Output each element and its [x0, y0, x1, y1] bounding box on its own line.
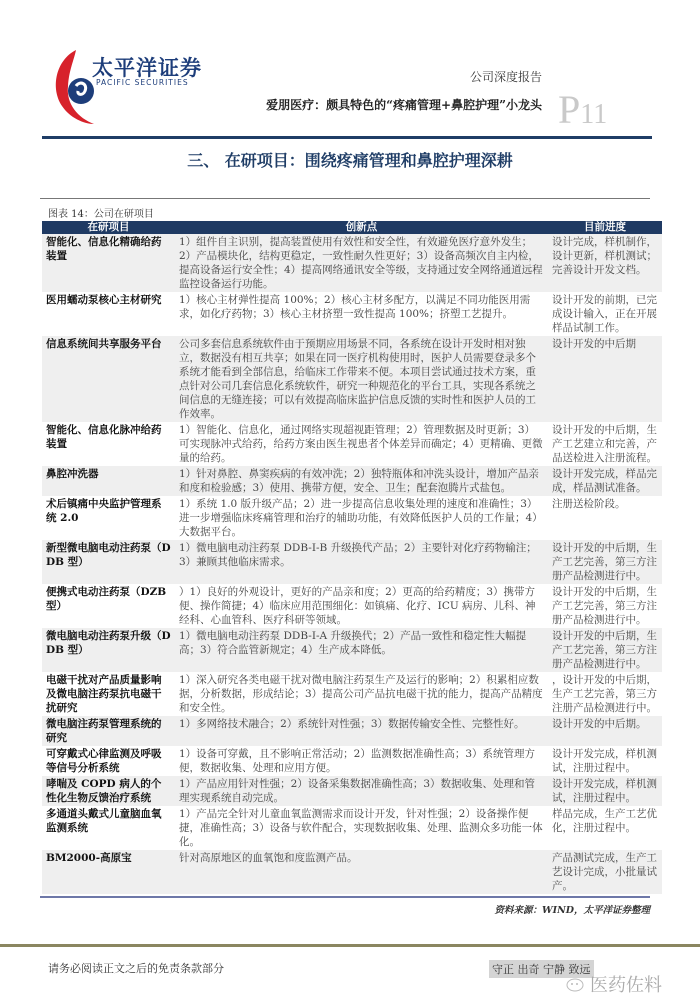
page-number: [558, 86, 607, 133]
table-row: [42, 234, 662, 292]
innovation-cell: 1）多网络技术融合；2）系统针对性强；3）数据传输安全性、完整性好。: [175, 716, 548, 746]
innovation-cell: 针对高原地区的血氧饱和度监测产品。: [175, 850, 548, 894]
projects-table: [42, 221, 662, 894]
project-cell: 新型微电脑电动注药泵（DDB 型）: [42, 540, 175, 584]
content-flow: [0, 221, 700, 996]
table-row: [42, 292, 662, 336]
progress-cell: 设计开发的中后期。: [548, 716, 662, 746]
progress-cell: 设计开发的中后期，生产工艺完善，第三方注册产品检测进行中。: [548, 628, 662, 672]
table-row: [42, 336, 662, 422]
progress-cell: 产品测试完成，生产工艺设计完成，小批量试产。: [548, 850, 662, 894]
motto: 守正 出奇 宁静 致远: [489, 960, 594, 978]
project-cell: 智能化、信息化脉冲给药装置: [46, 424, 162, 450]
project-cell: 电磁干扰对产品质量影响及微电脑注药泵抗电磁干扰研究: [46, 674, 162, 714]
report-type: 公司深度报告: [469, 70, 542, 84]
project-cell: BM2000-高原宝: [42, 850, 175, 894]
table-row: [42, 776, 662, 806]
progress-cell: 注册送检阶段。: [552, 498, 626, 510]
innovation-cell: 1）系统 1.0 版升级产品；2）进一步提高信息收集处理的速度和准确性；3）进一步增强临床疼痛管理和治疗的辅助功能，有效降低医护人员的工作量；4）大数据平台。: [179, 498, 543, 538]
logo-english-name: PACIFIC SECURITIES: [96, 78, 189, 87]
table-row: [42, 422, 662, 466]
innovation-cell: 1）智能化、信息化，通过网络实现超视距管理；2）管理数据及时更新；3）可实现脉冲式给药，给药方案由医生视患者个体差异而确定；4）更精确、更微量的给药。: [179, 424, 543, 464]
innovation-cell: 公司多套信息系统软件由于预期应用场景不同，各系统在设计开发时相对独立，数据没有相互共享；如果在同一医疗机构使用时，医护人员需要登录多个系统才能看到全部信息，给临床工作带来不便。本项目尝试通过技术方案，重点针对公司几套信息化系统软件，研究一种规范化的平台工具，实现各系统之间信息的无缝连接；可以有效提高临床监护信息反馈的实时性和医护人员的工作效率。: [175, 336, 548, 422]
table-bottom-rule: [40, 896, 650, 898]
page-number-value: 11: [580, 99, 608, 130]
table-row: [42, 806, 662, 850]
source-note: 资料来源：WIND，太平洋证券整理: [494, 905, 650, 916]
project-cell: 微电脑注药泵管理系统的研究: [42, 716, 175, 746]
innovation-cell: ）1）良好的外观设计，更好的产品亲和度；2）更高的给药精度；3）携带方便、操作简捷；4）临床应用范围细化：如镇痛、化疗、ICU 病房、儿科、神经科、心血管科、医疗科研等领域。: [179, 586, 536, 626]
column-header-progress: 目前进度: [548, 221, 662, 234]
table-row: [42, 466, 662, 496]
innovation-cell: 1）设备可穿戴，且不影响正常活动；2）监测数据准确性高；3）系统管理方便，数据收集、处理和应用方便。: [179, 748, 536, 774]
project-cell: 微电脑电动注药泵升级（DDB 型）: [42, 628, 175, 672]
innovation-cell: 1）组件自主识别，提高装置使用有效性和安全性，有效避免医疗意外发生；2）产品模块化，结构更稳定，一致性耐久性更好；3）设备高频次自主内检，提高设备运行安全性；4）提高网络通讯安全等级，支持通过安全网络通道远程监控设备运行功能。: [175, 234, 548, 292]
table-row: [42, 496, 662, 540]
table-row: [42, 540, 662, 584]
innovation-cell: 1）产品完全针对儿童血氧监测需求而设计开发，针对性强；2）设备操作便捷，准确性高；3）设备与软件配合，实现数据收集、处理、监测众多功能一体化。: [179, 808, 543, 848]
header-divider: [42, 136, 652, 139]
table-row: [42, 584, 662, 628]
project-cell: 术后镇痛中央监护管理系统 2.0: [46, 498, 162, 524]
report-title: 爱朋医疗：颇具特色的“疼痛管理+鼻腔护理”小龙头: [266, 98, 542, 112]
progress-cell: 设计开发的中后期，生产工艺建立和完善，产品送检进入注册流程。: [552, 424, 657, 464]
column-header-innovation: 创新点: [175, 221, 548, 234]
table-caption: 图表 14：公司在研项目: [48, 209, 154, 220]
section-title: 三、 在研项目：围绕疼痛管理和鼻腔护理深耕: [187, 151, 513, 170]
table-row: [42, 672, 662, 716]
progress-cell: 样品完成，生产工艺优化，注册过程中。: [552, 808, 657, 834]
progress-cell: 设计完成，样机制作，设计更新，样机测试；完善设计开发文档。: [548, 234, 662, 292]
progress-cell: 设计开发的中后期: [548, 336, 662, 422]
project-cell: 哮喘及 COPD 病人的个性化生物反馈治疗系统: [42, 776, 175, 806]
progress-cell: 设计开发完成，样机测试，注册过程中。: [548, 776, 662, 806]
project-cell: 便携式电动注药泵（DZB 型）: [46, 586, 167, 612]
progress-cell: 设计开发的中后期，生产工艺完善，第三方注册产品检测进行中。: [552, 586, 657, 626]
wechat-icon: [565, 977, 587, 993]
column-header-project: 在研项目: [42, 221, 175, 234]
caption-divider: [40, 198, 650, 199]
progress-cell: ，设计开发的中后期，生产工艺完善，第三方注册产品检测进行中。: [552, 674, 657, 714]
project-cell: 可穿戴式心律监测及呼吸等信号分析系统: [46, 748, 162, 774]
table-row: [42, 628, 662, 672]
logo-chinese-name: 太平洋证券: [92, 56, 202, 80]
table-row: [42, 850, 662, 894]
innovation-cell: 1）针对鼻腔、鼻窦疾病的有效冲洗；2）独特瓶体和冲洗头设计，增加产品亲和度和检验感；3）使用、携带方便，安全、卫生；配套泡腾片式盐包。: [175, 466, 548, 496]
progress-cell: 设计开发的前期，已完成设计输入，正在开展样品试制工作。: [552, 294, 657, 334]
progress-cell: 设计开发完成，样品完成，样品测试准备。: [548, 466, 662, 496]
innovation-cell: 1）微电脑电动注药泵 DDB-Ⅰ-B 升级换代产品；2）主要针对化疗药物输注；3）兼顾其他临床需求。: [175, 540, 548, 584]
page-prefix: P: [558, 87, 581, 132]
table-header-row: [42, 221, 662, 234]
project-cell: 多通道头戴式儿童脑血氧监测系统: [46, 808, 162, 834]
innovation-cell: 1）深入研究各类电磁干扰对微电脑注药泵生产及运行的影响；2）积累相应数据，分析数据，形成结论；3）提高公司产品抗电磁干扰的能力，提高产品精度和安全性。: [179, 674, 543, 714]
project-cell: 鼻腔冲洗器: [42, 466, 175, 496]
innovation-cell: 1）产品应用针对性强；2）设备采集数据准确性高；3）数据收集、处理和管理实现系统自动完成。: [175, 776, 548, 806]
progress-cell: 设计开发完成，样机测试，注册过程中。: [552, 748, 657, 774]
progress-cell: 设计开发的中后期，生产工艺完善，第三方注册产品检测进行中。: [548, 540, 662, 584]
disclaimer: 请务必阅读正文之后的免责条款部分: [48, 962, 224, 975]
project-cell: 智能化、信息化精确给药装置: [42, 234, 175, 292]
project-cell: 医用蠕动泵核心主材研究: [46, 294, 162, 306]
footer: [0, 947, 700, 996]
table-row: [42, 746, 662, 776]
innovation-cell: 1）核心主材弹性提高 100%；2）核心主材多配方，以满足不同功能医用需求，如化疗药物；3）核心主材挤塑一致性提高 100%；挤塑工艺提升。: [179, 294, 531, 320]
watermark: 医药佐料: [590, 975, 662, 996]
innovation-cell: 1）微电脑电动注药泵 DDB-Ⅰ-A 升级换代；2）产品一致性和稳定性大幅提高；3）符合监管新规定；4）生产成本降低。: [175, 628, 548, 672]
project-cell: 信息系统间共享服务平台: [42, 336, 175, 422]
table-row: [42, 716, 662, 746]
